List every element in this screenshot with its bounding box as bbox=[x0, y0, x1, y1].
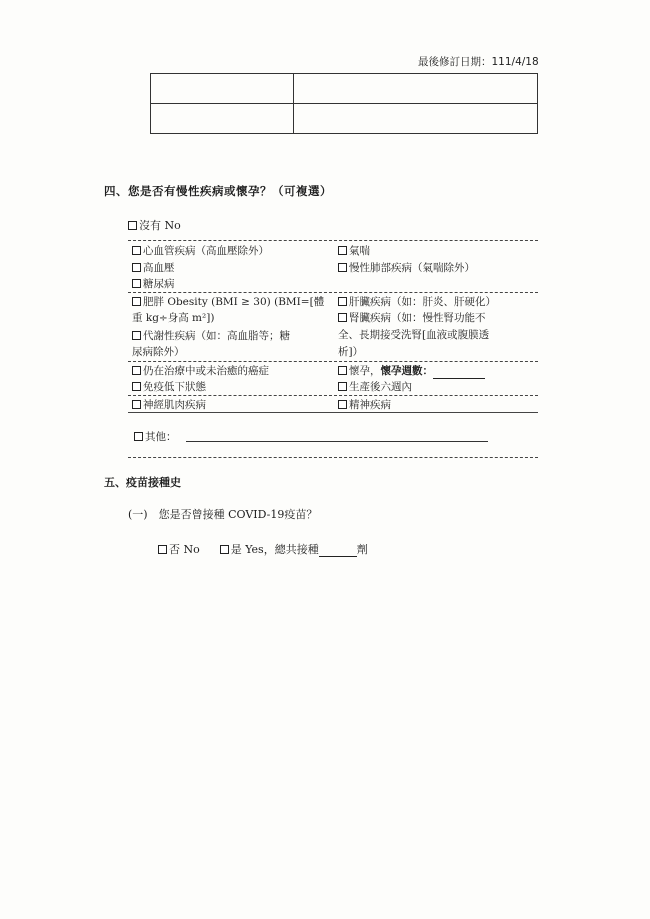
dose-unit: 劑 bbox=[356, 543, 368, 556]
option-kidney-cont2: 析]） bbox=[338, 346, 364, 358]
checkbox-icon[interactable] bbox=[132, 366, 141, 375]
top-table bbox=[150, 73, 538, 134]
pregnancy-weeks-label: 懷孕週數： bbox=[380, 365, 433, 377]
option-label: 高血壓 bbox=[143, 262, 175, 274]
option-diabetes[interactable] bbox=[132, 277, 175, 292]
answer-no[interactable] bbox=[158, 543, 200, 556]
table-cell[interactable] bbox=[294, 74, 538, 104]
option-label: 其他： bbox=[145, 431, 177, 443]
table-cell[interactable] bbox=[294, 104, 538, 134]
option-none[interactable] bbox=[128, 217, 181, 233]
checkbox-icon[interactable] bbox=[134, 432, 143, 441]
checkbox-icon[interactable] bbox=[220, 545, 229, 554]
option-liver[interactable] bbox=[338, 295, 496, 310]
option-hypertension[interactable] bbox=[132, 261, 175, 276]
question-covid-vaccine: (一) 您是否曾接種 COVID-19疫苗？ bbox=[128, 508, 318, 521]
checkbox-icon[interactable] bbox=[132, 279, 141, 288]
option-postpartum[interactable] bbox=[338, 380, 412, 395]
option-cardiovascular[interactable] bbox=[132, 244, 269, 259]
section4-title: 四、您是否有慢性疾病或懷孕？（可複選） bbox=[104, 184, 332, 198]
other-input[interactable] bbox=[186, 441, 488, 442]
checkbox-icon[interactable] bbox=[132, 400, 141, 409]
checkbox-icon[interactable] bbox=[132, 331, 141, 340]
option-label: 仍在治療中或未治癒的癌症 bbox=[143, 365, 269, 377]
pregnancy-weeks-input[interactable] bbox=[433, 367, 485, 379]
divider bbox=[128, 395, 538, 396]
divider bbox=[128, 292, 538, 293]
checkbox-icon[interactable] bbox=[338, 263, 347, 272]
option-label: 精神疾病 bbox=[349, 399, 391, 411]
revision-date: 最後修訂日期：111/4/18 bbox=[418, 56, 539, 68]
option-asthma[interactable] bbox=[338, 244, 370, 259]
table-cell[interactable] bbox=[151, 74, 294, 104]
option-metabolic[interactable] bbox=[132, 329, 290, 344]
answer-yes-label: 是 Yes，總共接種 bbox=[230, 543, 319, 556]
table-cell[interactable] bbox=[151, 104, 294, 134]
checkbox-icon[interactable] bbox=[338, 382, 347, 391]
checkbox-icon[interactable] bbox=[338, 297, 347, 306]
dose-count-input[interactable] bbox=[319, 545, 357, 557]
option-obesity-cont: 重 kg÷身高 m²]) bbox=[132, 312, 215, 324]
divider bbox=[128, 240, 538, 241]
checkbox-icon[interactable] bbox=[128, 221, 137, 230]
option-immunocompromised[interactable] bbox=[132, 380, 206, 395]
checkbox-icon[interactable] bbox=[158, 545, 167, 554]
option-label: 腎臟疾病（如：慢性腎功能不 bbox=[349, 312, 486, 324]
option-kidney[interactable] bbox=[338, 311, 486, 326]
checkbox-icon[interactable] bbox=[338, 313, 347, 322]
option-cancer[interactable] bbox=[132, 364, 269, 379]
option-label: 生產後六週內 bbox=[349, 381, 412, 393]
option-label: 氣喘 bbox=[349, 245, 370, 257]
option-label: 神經肌肉疾病 bbox=[143, 399, 206, 411]
option-metabolic-cont: 尿病除外） bbox=[132, 346, 185, 358]
option-none-label: 沒有 No bbox=[139, 219, 181, 232]
answer-no-label: 否 No bbox=[169, 543, 200, 556]
option-mental[interactable] bbox=[338, 398, 391, 413]
option-label: 心血管疾病（高血壓除外） bbox=[143, 245, 269, 257]
checkbox-icon[interactable] bbox=[132, 382, 141, 391]
option-neuromuscular[interactable] bbox=[132, 398, 206, 413]
option-label: 糖尿病 bbox=[143, 278, 175, 290]
option-chronic-lung[interactable] bbox=[338, 261, 475, 276]
section5-title: 五、疫苗接種史 bbox=[104, 476, 181, 489]
option-label: 代謝性疾病（如：高血脂等；糖 bbox=[143, 330, 290, 342]
option-label: 免疫低下狀態 bbox=[143, 381, 206, 393]
answer-yes[interactable] bbox=[220, 543, 319, 556]
option-kidney-cont: 全、長期接受洗腎[血液或腹膜透 bbox=[338, 329, 490, 341]
option-pregnant[interactable] bbox=[338, 364, 485, 379]
option-label: 肥胖 Obesity (BMI ≥ 30) (BMI=[體 bbox=[143, 296, 325, 308]
checkbox-icon[interactable] bbox=[132, 297, 141, 306]
checkbox-icon[interactable] bbox=[338, 246, 347, 255]
checkbox-icon[interactable] bbox=[338, 366, 347, 375]
checkbox-icon[interactable] bbox=[132, 263, 141, 272]
divider bbox=[128, 457, 538, 458]
divider bbox=[128, 361, 538, 362]
divider bbox=[128, 412, 538, 413]
checkbox-icon[interactable] bbox=[132, 246, 141, 255]
checkbox-icon[interactable] bbox=[338, 400, 347, 409]
option-obesity[interactable] bbox=[132, 295, 324, 310]
answer-row bbox=[158, 541, 368, 557]
option-label: 懷孕， bbox=[349, 365, 381, 377]
option-label: 慢性肺部疾病（氣喘除外） bbox=[349, 262, 475, 274]
option-other[interactable] bbox=[134, 430, 177, 445]
option-label: 肝臟疾病（如：肝炎、肝硬化） bbox=[349, 296, 496, 308]
